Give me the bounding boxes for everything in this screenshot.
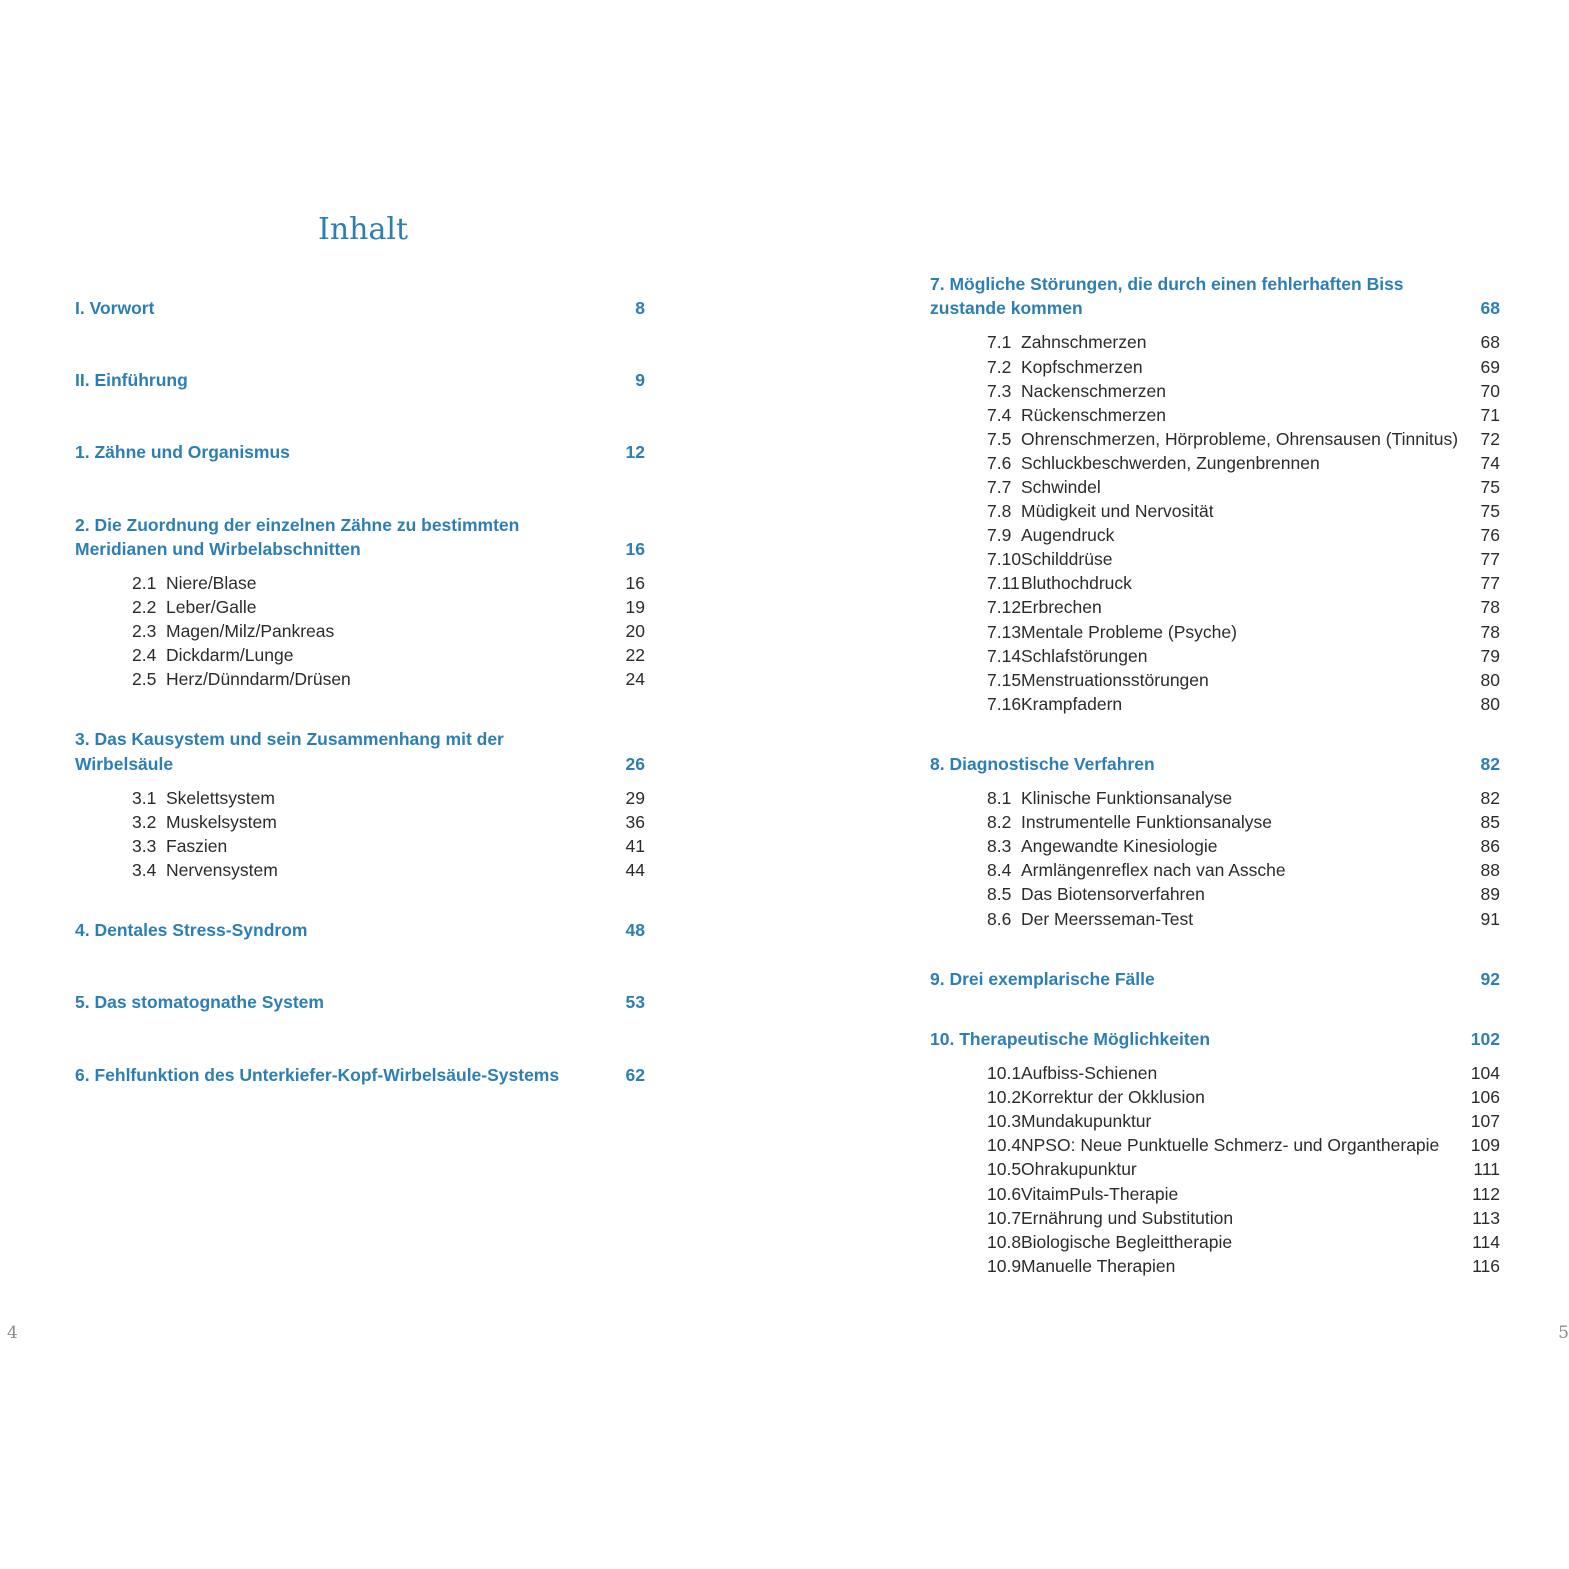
subsection-page-number: 116 [1472,1255,1500,1276]
toc-chapter-entry[interactable] [930,1027,1500,1051]
toc-subsection-entry[interactable] [930,1133,1500,1157]
toc-chapter-entry[interactable] [75,513,645,561]
subsection-title: Korrektur der Okklusion [1021,1087,1205,1108]
toc-subsection-entry[interactable] [75,571,645,595]
toc-chapter-block [75,513,645,692]
chapter-title: 7. Mögliche Störungen, die durch einen fehlerhaften Biss zustande kommen [930,274,1404,319]
subsection-page-number: 78 [1480,597,1500,618]
subsection-title: Instrumentelle Funktionsanalyse [1021,812,1272,833]
subsection-title: Magen/Milz/Pankreas [166,621,335,642]
subsection-page-number: 107 [1470,1111,1500,1132]
toc-subsection-entry[interactable] [75,810,645,834]
toc-chapter-block [75,296,645,320]
subsection-number: 10.6 [987,1183,1022,1204]
toc-chapter-block [75,440,645,464]
left-page [0,0,784,1569]
subsection-number: 10.8 [987,1231,1022,1252]
subsection-page-number: 77 [1480,549,1500,570]
subsection-number: 3.1 [132,787,157,808]
subsection-number: 3.3 [132,836,157,857]
toc-chapter-entry[interactable] [75,440,645,464]
toc-chapter-entry[interactable] [75,1063,645,1087]
subsection-number: 10.1 [987,1063,1022,1084]
subsection-title: Zahnschmerzen [1021,332,1147,353]
toc-chapter-block [75,727,645,882]
subsection-number: 2.4 [132,645,157,666]
chapter-page-number: 8 [635,298,645,318]
toc-subsection-entry[interactable] [930,547,1500,571]
subsection-title: Ernährung und Substitution [1021,1207,1234,1228]
toc-chapter-block [930,272,1500,716]
toc-subsection-entry[interactable] [75,834,645,858]
subsection-number: 7.13 [987,621,1022,642]
chapter-page-number: 82 [1480,753,1500,774]
subsection-number: 10.7 [987,1207,1022,1228]
toc-subsection-list [75,776,645,882]
subsection-title: Aufbiss-Schienen [1021,1063,1158,1084]
toc-chapter-entry[interactable] [75,727,645,775]
toc-subsection-entry[interactable] [930,595,1500,619]
toc-chapter-block [75,990,645,1014]
toc-subsection-entry[interactable] [75,858,645,882]
subsection-page-number: 86 [1480,836,1500,857]
toc-subsection-entry[interactable] [930,379,1500,403]
subsection-number: 10.2 [987,1087,1022,1108]
subsection-page-number: 68 [1480,332,1500,353]
subsection-title: Rückenschmerzen [1021,404,1166,425]
chapter-page-number: 16 [625,538,645,559]
subsection-page-number: 111 [1473,1159,1500,1180]
toc-subsection-entry[interactable] [930,1206,1500,1230]
chapter-page-number: 12 [625,442,645,463]
subsection-page-number: 22 [625,645,645,666]
subsection-title: NPSO: Neue Punktuelle Schmerz- und Organtherapie [1021,1135,1440,1156]
subsection-page-number: 114 [1472,1231,1500,1252]
subsection-title: Erbrechen [1021,597,1102,618]
toc-chapter-block [75,368,645,392]
subsection-number: 7.1 [987,332,1012,353]
toc-subsection-entry[interactable] [75,595,645,619]
toc-subsection-entry[interactable] [930,499,1500,523]
subsection-number: 10.3 [987,1111,1022,1132]
subsection-title: Mundakupunktur [1021,1111,1152,1132]
chapter-page-number: 92 [1480,968,1500,989]
subsection-page-number: 78 [1480,621,1500,642]
toc-subsection-entry[interactable] [930,1157,1500,1181]
toc-subsection-entry[interactable] [930,668,1500,692]
subsection-title: Manuelle Therapien [1021,1255,1176,1276]
subsection-page-number: 70 [1480,380,1500,401]
subsection-number: 3.2 [132,811,157,832]
subsection-title: Nackenschmerzen [1021,380,1166,401]
toc-chapter-entry[interactable] [930,272,1500,320]
subsection-title: Ohrenschmerzen, Hörprobleme, Ohrensausen (Tinnitus) [1021,428,1459,449]
toc-chapter-entry[interactable] [75,990,645,1014]
toc-subsection-entry[interactable] [930,644,1500,668]
toc-chapter-entry[interactable] [930,967,1500,991]
subsection-page-number: 76 [1480,525,1500,546]
subsection-title: Biologische Begleittherapie [1021,1231,1233,1252]
toc-subsection-entry[interactable] [930,1109,1500,1133]
toc-subsection-entry[interactable] [930,620,1500,644]
toc-subsection-entry[interactable] [930,451,1500,475]
subsection-number: 7.2 [987,356,1012,377]
subsection-title: Faszien [166,836,228,857]
subsection-title: Nervensystem [166,860,278,881]
subsection-page-number: 109 [1470,1135,1500,1156]
subsection-number: 8.2 [987,812,1012,833]
subsection-number: 10.9 [987,1255,1022,1276]
page-number-right: 5 [1558,1323,1569,1343]
chapter-page-number: 102 [1470,1028,1500,1049]
toc-subsection-entry[interactable] [930,475,1500,499]
toc-chapter-block [930,967,1500,991]
subsection-page-number: 29 [625,787,645,808]
toc-subsection-entry[interactable] [930,403,1500,427]
toc-subsection-list [930,1051,1500,1278]
toc-chapter-block [75,1063,645,1087]
chapter-title: 8. Diagnostische Verfahren [930,753,1155,774]
subsection-title: Das Biotensorverfahren [1021,884,1205,905]
subsection-page-number: 72 [1480,428,1500,449]
toc-chapter-entry[interactable] [930,752,1500,776]
subsection-number: 7.4 [987,404,1012,425]
toc-right [930,272,1500,1278]
toc-subsection-entry[interactable] [930,834,1500,858]
subsection-number: 8.1 [987,788,1012,809]
subsection-number: 10.4 [987,1135,1022,1156]
chapter-title: 9. Drei exemplarische Fälle [930,968,1155,989]
chapter-title: 5. Das stomatognathe System [75,992,324,1013]
chapter-page-number: 62 [625,1064,645,1085]
subsection-number: 7.11 [987,573,1020,594]
subsection-title: Müdigkeit und Nervosität [1021,501,1214,522]
subsection-title: Angewandte Kinesiologie [1021,836,1218,857]
subsection-number: 7.8 [987,501,1012,522]
subsection-title: Menstruationsstörungen [1021,669,1209,690]
chapter-title: 3. Das Kausystem und sein Zusammenhang mit der Wirbelsäule [75,729,504,774]
subsection-number: 2.1 [132,573,157,594]
toc-subsection-entry[interactable] [75,786,645,810]
subsection-page-number: 75 [1480,476,1500,497]
subsection-number: 7.9 [987,525,1012,546]
subsection-page-number: 113 [1472,1207,1500,1228]
toc-chapter-block [930,1027,1500,1278]
subsection-page-number: 88 [1480,860,1500,881]
toc-chapter-block [930,752,1500,931]
subsection-number: 2.2 [132,597,157,618]
chapter-title: I. Vorwort [75,298,155,318]
chapter-page-number: 9 [635,370,645,391]
toc-subsection-entry[interactable] [75,667,645,691]
subsection-title: Kopfschmerzen [1021,356,1143,377]
subsection-number: 7.6 [987,452,1012,473]
subsection-page-number: 74 [1480,452,1500,473]
chapter-title: 6. Fehlfunktion des Unterkiefer-Kopf-Wirbelsäule-Systems [75,1064,560,1085]
subsection-title: Herz/Dünndarm/Drüsen [166,669,351,690]
subsection-page-number: 44 [625,860,645,881]
subsection-page-number: 80 [1480,693,1500,714]
toc-subsection-entry[interactable] [930,330,1500,354]
chapter-title: 1. Zähne und Organismus [75,442,290,463]
toc-chapter-entry[interactable] [75,918,645,942]
subsection-page-number: 69 [1480,356,1500,377]
subsection-page-number: 106 [1470,1087,1500,1108]
toc-subsection-entry[interactable] [930,907,1500,931]
subsection-page-number: 75 [1480,501,1500,522]
chapter-page-number: 26 [625,753,645,774]
subsection-title: Ohrakupunktur [1021,1159,1137,1180]
subsection-number: 7.15 [987,669,1022,690]
subsection-title: Schilddrüse [1021,549,1113,570]
toc-subsection-entry[interactable] [930,1182,1500,1206]
page-title: Inhalt [318,212,409,247]
subsection-number: 2.5 [132,669,157,690]
chapter-title: II. Einführung [75,370,188,391]
subsection-page-number: 19 [625,597,645,618]
subsection-title: Schlafstörungen [1021,645,1148,666]
subsection-page-number: 91 [1480,908,1500,929]
subsection-title: Dickdarm/Lunge [166,645,294,666]
page-number-left: 4 [7,1323,18,1343]
subsection-page-number: 80 [1480,669,1500,690]
subsection-page-number: 20 [625,621,645,642]
toc-subsection-entry[interactable] [930,1061,1500,1085]
chapter-page-number: 48 [625,920,645,941]
toc-subsection-list [930,320,1500,716]
subsection-title: Muskelsystem [166,811,277,832]
right-page [785,0,1569,1569]
subsection-title: Klinische Funktionsanalyse [1021,788,1233,809]
subsection-number: 8.5 [987,884,1012,905]
chapter-title: 4. Dentales Stress-Syndrom [75,920,308,941]
toc-subsection-list [930,776,1500,931]
subsection-number: 7.3 [987,380,1012,401]
toc-subsection-entry[interactable] [930,1085,1500,1109]
toc-subsection-entry[interactable] [75,643,645,667]
chapter-title: 10. Therapeutische Möglichkeiten [930,1028,1211,1049]
subsection-number: 10.5 [987,1159,1022,1180]
chapter-page-number: 53 [625,992,645,1013]
toc-subsection-entry[interactable] [930,810,1500,834]
subsection-page-number: 82 [1480,788,1500,809]
subsection-page-number: 89 [1480,884,1500,905]
toc-subsection-entry[interactable] [75,619,645,643]
toc-subsection-entry[interactable] [930,571,1500,595]
toc-subsection-entry[interactable] [930,786,1500,810]
subsection-page-number: 16 [625,573,645,594]
subsection-title: Der Meersseman-Test [1021,908,1194,929]
subsection-title: Schluckbeschwerden, Zungenbrennen [1021,452,1320,473]
subsection-page-number: 77 [1480,573,1500,594]
subsection-page-number: 85 [1480,812,1500,833]
subsection-title: VitaimPuls-Therapie [1021,1183,1179,1204]
subsection-number: 7.5 [987,428,1012,449]
subsection-page-number: 79 [1480,645,1500,666]
subsection-number: 8.3 [987,836,1012,857]
subsection-title: Augendruck [1021,525,1115,546]
subsection-number: 2.3 [132,621,157,642]
toc-subsection-entry[interactable] [930,355,1500,379]
subsection-number: 7.10 [987,549,1022,570]
subsection-number: 7.14 [987,645,1022,666]
subsection-number: 8.6 [987,908,1012,929]
toc-chapter-block [75,918,645,942]
toc-subsection-list [75,561,645,691]
toc-chapter-entry[interactable] [75,368,645,392]
toc-subsection-entry[interactable] [930,1230,1500,1254]
subsection-number: 7.7 [987,476,1012,497]
toc-subsection-entry[interactable] [930,427,1500,451]
subsection-title: Mentale Probleme (Psyche) [1021,621,1237,642]
toc-subsection-entry[interactable] [930,858,1500,882]
toc-subsection-entry[interactable] [930,882,1500,906]
subsection-title: Krampfadern [1021,693,1123,714]
chapter-page-number: 68 [1480,298,1500,319]
subsection-title: Bluthochdruck [1021,573,1132,594]
toc-subsection-entry[interactable] [930,1254,1500,1278]
toc-subsection-entry[interactable] [930,692,1500,716]
subsection-title: Niere/Blase [166,573,257,594]
subsection-page-number: 71 [1480,404,1500,425]
subsection-title: Schwindel [1021,476,1101,497]
subsection-number: 7.12 [987,597,1022,618]
subsection-page-number: 36 [625,811,645,832]
toc-subsection-entry[interactable] [930,523,1500,547]
subsection-page-number: 104 [1470,1063,1500,1084]
subsection-page-number: 24 [625,669,645,690]
subsection-page-number: 112 [1472,1183,1500,1204]
toc-chapter-entry[interactable] [75,296,645,320]
chapter-title: 2. Die Zuordnung der einzelnen Zähne zu bestimmten Meridianen und Wirbelabschnitten [75,514,520,559]
subsection-number: 8.4 [987,860,1012,881]
subsection-title: Armlängenreflex nach van Assche [1021,860,1286,881]
subsection-number: 7.16 [987,693,1022,714]
toc-left [75,296,645,1087]
subsection-title: Leber/Galle [166,597,257,618]
subsection-title: Skelettsystem [166,787,275,808]
subsection-page-number: 41 [625,836,645,857]
subsection-number: 3.4 [132,860,157,881]
